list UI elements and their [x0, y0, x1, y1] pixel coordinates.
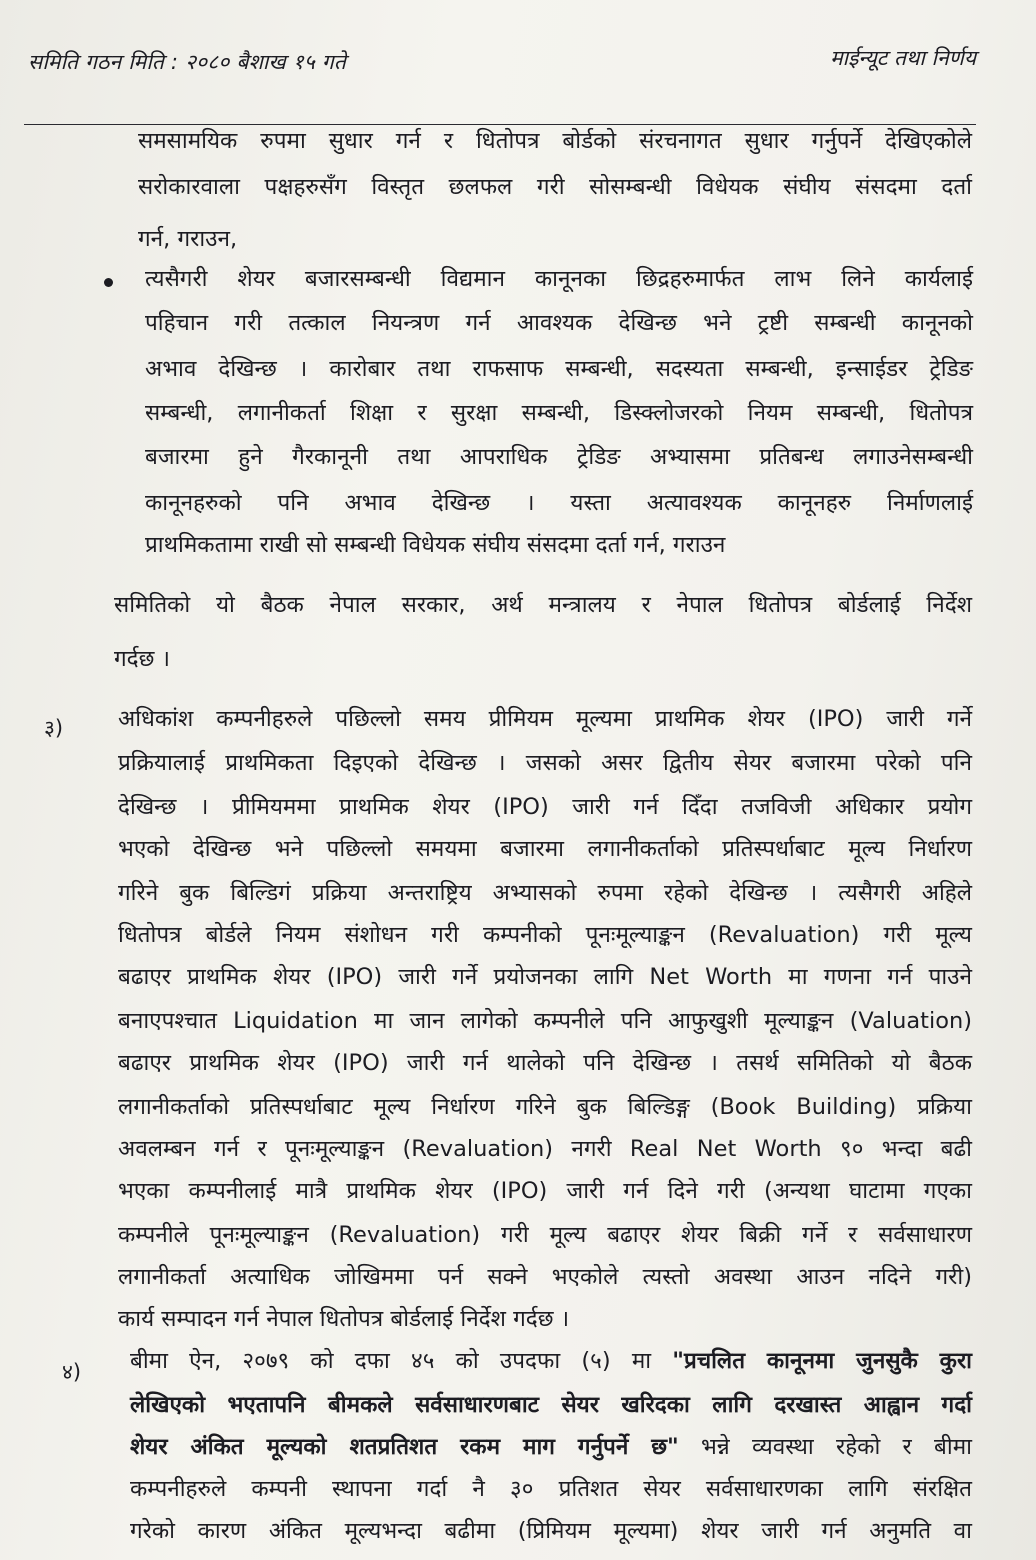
item4-quote: लेखिएको भएतापनि बीमकले सर्वसाधारणबाट सेयर खरिदका लागि दरखास्त आह्वान गर्दा [130, 1392, 972, 1418]
item4-line: कम्पनीहरुले कम्पनी स्थापना गर्दा नै ३० प्रतिशत सेयर सर्वसाधारणका लागि संरक्षित [130, 1476, 972, 1502]
item4-text: भन्ने व्यवस्था रहेको र बीमा [678, 1434, 972, 1460]
para-line: समसामयिक रुपमा सुधार गर्न र धितोपत्र बोर्डको संरचनागत सुधार गर्नुपर्ने देखिएकोले [138, 128, 972, 154]
item-number: ३) [44, 716, 64, 740]
header-minutes-title: माईन्यूट तथा निर्णय [830, 46, 976, 70]
item4-text: बीमा ऐन, २०७९ को दफा ४५ को उपदफा (५) मा [130, 1348, 673, 1374]
item3-line: कम्पनीले पूनःमूल्याङ्कन (Revaluation) गरी मूल्य बढाएर शेयर बिक्री गर्ने र सर्वसाधारण [118, 1222, 972, 1248]
item3-line: भएका कम्पनीलाई मात्रै प्राथमिक शेयर (IPO) जारी गर्न दिने गरी (अन्यथा घाटामा गएका [118, 1178, 972, 1204]
bullet-line: बजारमा हुने गैरकानूनी तथा आपराधिक ट्रेडिङ अभ्यासमा प्रतिबन्ध लगाउनेसम्बन्धी [145, 444, 973, 470]
bullet-icon [104, 278, 113, 287]
directive-line: गर्दछ । [114, 646, 171, 672]
item3-line: बढाएर प्राथमिक शेयर (IPO) जारी गर्ने प्रयोजनका लागि Net Worth मा गणना गर्न पाउने [118, 964, 972, 990]
item3-line: गरिने बुक बिल्डिगं प्रक्रिया अन्तराष्ट्रिय अभ्यासको रुपमा रहेको देखिन्छ । त्यसैगरी अहिले [118, 880, 972, 906]
item3-line: बनाएपश्चात Liquidation मा जान लागेको कम्पनीले पनि आफुखुशी मूल्याङ्कन (Valuation) [118, 1008, 972, 1034]
item3-line: देखिन्छ । प्रीमियममा प्राथमिक शेयर (IPO) जारी गर्न दिँदा तजविजी अधिकार प्रयोग [118, 794, 972, 820]
item3-line: धितोपत्र बोर्डले नियम संशोधन गरी कम्पनीको पूनःमूल्याङ्कन (Revaluation) गरी मूल्य [118, 922, 972, 948]
para-line: सरोकारवाला पक्षहरुसँग विस्तृत छलफल गरी सोसम्बन्धी विधेयक संघीय संसदमा दर्ता [138, 174, 972, 200]
para-line: गर्न, गराउन, [138, 226, 238, 252]
item4-line [130, 1432, 972, 1462]
item3-line: बढाएर प्राथमिक शेयर (IPO) जारी गर्न थालेको पनि देखिन्छ । तसर्थ समितिको यो बैठक [118, 1050, 972, 1076]
item3-line: लगानीकर्ता अत्याधिक जोखिममा पर्न सक्ने भएकोले त्यस्तो अवस्था आउन नदिने गरी) [118, 1264, 972, 1290]
bullet-line: सम्बन्धी, लगानीकर्ता शिक्षा र सुरक्षा सम्बन्धी, डिस्क्लोजरको नियम सम्बन्धी, धितोपत्र [145, 400, 973, 426]
item4-quote: "प्रचलित कानूनमा जुनसुकै कुरा [672, 1348, 972, 1374]
item3-line: लगानीकर्ताको प्रतिस्पर्धाबाट मूल्य निर्धारण गरिने बुक बिल्डिङ्ग (Book Building) प्रक्रिया [118, 1094, 972, 1120]
item3-line: भएको देखिन्छ भने पछिल्लो समयमा बजारमा लगानीकर्ताको प्रतिस्पर्धाबाट मूल्य निर्धारण [118, 836, 972, 862]
item3-line: कार्य सम्पादन गर्न नेपाल धितोपत्र बोर्डलाई निर्देश गर्दछ । [118, 1306, 570, 1332]
bullet-line: त्यसैगरी शेयर बजारसम्बन्धी विद्यमान कानूनका छिद्रहरुमार्फत लाभ लिने कार्यलाई [145, 266, 973, 292]
item4-line: गरेको कारण अंकित मूल्यभन्दा बढीमा (प्रिमियम मूल्यमा) शेयर जारी गर्न अनुमति वा [130, 1518, 972, 1544]
bullet-line: प्राथमिकतामा राखी सो सम्बन्धी विधेयक संघीय संसदमा दर्ता गर्न, गराउन [145, 532, 726, 558]
item4-line [130, 1346, 972, 1376]
item3-line: प्रक्रियालाई प्राथमिकता दिइएको देखिन्छ । जसको असर द्वितीय सेयर बजारमा परेको पनि [118, 750, 972, 776]
item4-quote: शेयर अंकित मूल्यको शतप्रतिशत रकम माग गर्नुपर्ने छ" [130, 1434, 679, 1460]
bullet-line: पहिचान गरी तत्काल नियन्त्रण गर्न आवश्यक देखिन्छ भने ट्रष्टी सम्बन्धी कानूनको [145, 310, 973, 336]
directive-line: समितिको यो बैठक नेपाल सरकार, अर्थ मन्त्रालय र नेपाल धितोपत्र बोर्डलाई निर्देश [114, 592, 972, 618]
item3-line: अधिकांश कम्पनीहरुले पछिल्लो समय प्रीमियम मूल्यमा प्राथमिक शेयर (IPO) जारी गर्ने [118, 706, 972, 732]
item3-line: अवलम्बन गर्न र पूनःमूल्याङ्कन (Revaluation) नगरी Real Net Worth ९० भन्दा बढी [118, 1136, 972, 1162]
header-divider [24, 124, 976, 125]
item-number: ४) [62, 1360, 82, 1384]
bullet-line: कानूनहरुको पनि अभाव देखिन्छ । यस्ता अत्यावश्यक कानूनहरु निर्माणलाई [145, 490, 973, 516]
header-committee-date: समिति गठन मिति : २०८० बैशाख १५ गते [28, 50, 347, 74]
bullet-line: अभाव देखिन्छ । कारोबार तथा राफसाफ सम्बन्धी, सदस्यता सम्बन्धी, इन्साईडर ट्रेडिङ [145, 356, 973, 382]
